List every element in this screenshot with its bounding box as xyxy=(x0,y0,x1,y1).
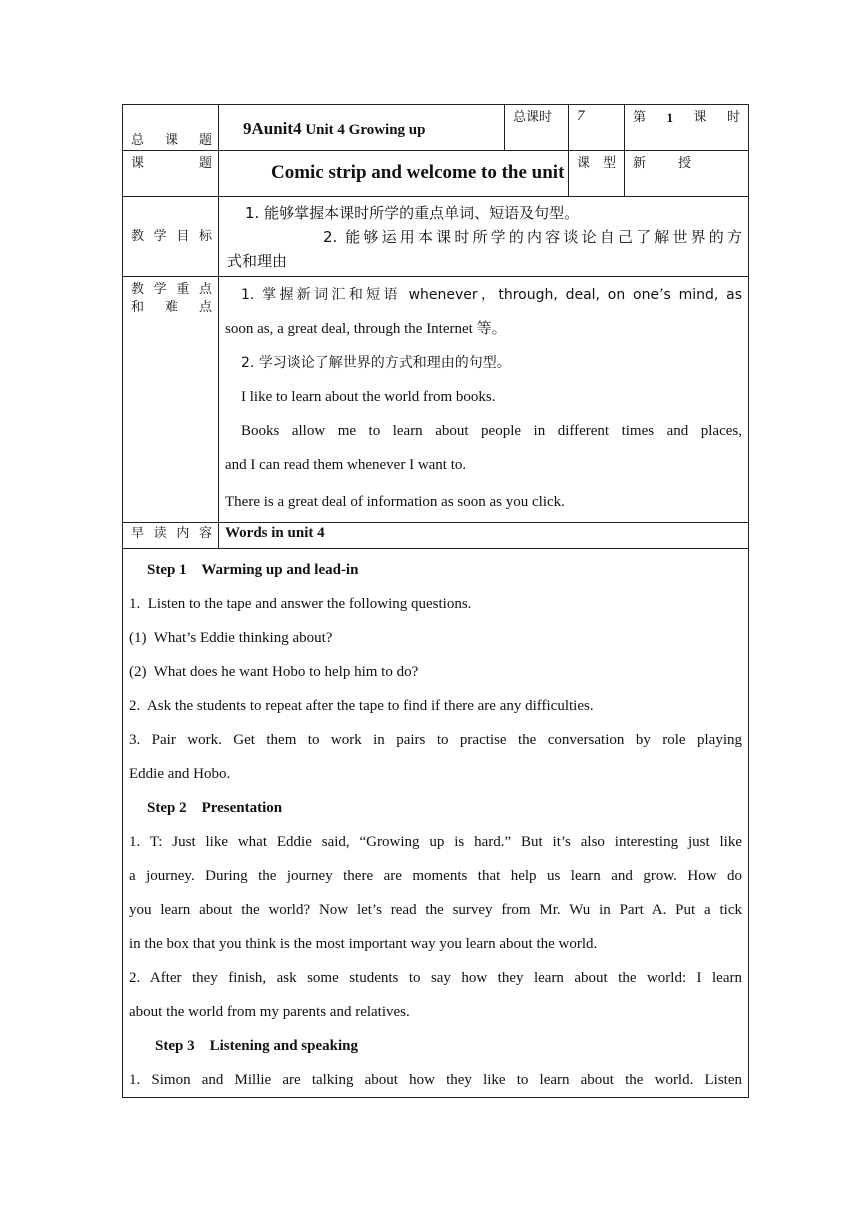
step-1-item-2: 2. Ask the students to repeat after the tape to find if there are any difficulties. xyxy=(129,698,594,714)
step-2-heading: Step 2 Presentation xyxy=(147,800,283,816)
step-1-heading: Step 1 Warming up and lead-in xyxy=(147,562,359,578)
step-3-heading: Step 3 Listening and speaking xyxy=(155,1038,358,1054)
step-2-item-2a: 2. After they finish, ask some students to say how they learn about the world: I learn xyxy=(129,970,742,986)
topic-label: 课 题 xyxy=(131,156,212,171)
total-periods-label: 总课时 xyxy=(513,110,553,125)
key-point-1a: 1. 掌握新词汇和短语 whenever，through, deal, on one’s mind, as xyxy=(241,287,742,303)
total-periods-value: 7 xyxy=(577,108,585,124)
step-1-item-3b: Eddie and Hobo. xyxy=(129,766,231,782)
total-periods-label-cell xyxy=(505,105,569,151)
lesson-plan-table xyxy=(122,104,749,1098)
type-value-cell xyxy=(625,151,749,197)
key-points-cell xyxy=(219,277,749,523)
key-points-label-1: 教 学 重 点 xyxy=(131,282,212,297)
key-sentence-2b: and I can read them whenever I want to. xyxy=(225,457,467,473)
course-label: 总 课 题 xyxy=(131,133,212,148)
procedure-cell xyxy=(123,549,749,1098)
key-point-2: 2. 学习谈论了解世界的方式和理由的句型。 xyxy=(241,355,511,371)
type-label-cell xyxy=(569,151,625,197)
step-2-item-1b: a journey. During the journey there are moments that help us learn and grow. How do xyxy=(129,868,742,884)
key-point-1b: soon as, a great deal, through the Internet 等。 xyxy=(225,321,507,337)
pre-reading-label: 早 读 内 容 xyxy=(131,526,212,541)
key-sentence-1: I like to learn about the world from books. xyxy=(241,389,496,405)
objectives-label-cell xyxy=(123,197,219,277)
objective-item-2b: 式和理由 xyxy=(227,252,288,270)
total-periods-value-cell xyxy=(569,105,625,151)
step-1-item-3a: 3. Pair work. Get them to work in pairs to practise the conversation by role playing xyxy=(129,732,742,748)
course-title: 9Aunit4 Unit 4 Growing up xyxy=(243,119,426,138)
course-label-cell xyxy=(123,105,219,151)
step-3-item-1a: 1. Simon and Millie are talking about how they like to learn about the world. Listen xyxy=(129,1072,742,1088)
topic-label-cell xyxy=(123,151,219,197)
step-1-item-1: 1. Listen to the tape and answer the following questions. xyxy=(129,596,472,612)
objectives-label: 教 学 目 标 xyxy=(131,228,212,244)
key-sentence-2a: Books allow me to learn about people in different times and places, xyxy=(241,423,742,439)
objective-item-2a: 2. 能够运用本课时所学的内容谈论自己了解世界的方 xyxy=(323,228,742,246)
key-points-label-2: 和 难 点 xyxy=(131,300,212,315)
key-points-label-cell xyxy=(123,277,219,523)
type-label: 课型 xyxy=(577,156,616,171)
key-sentence-3: There is a great deal of information as soon as you click. xyxy=(225,494,565,510)
objective-item-1: 1. 能够掌握本课时所学的重点单词、短语及句型。 xyxy=(245,204,580,222)
objectives-cell xyxy=(219,197,749,277)
type-value: 新 授 xyxy=(633,156,691,171)
step-1-question-2: (2) What does he want Hobo to help him to do? xyxy=(129,664,419,680)
period-number-cell xyxy=(625,105,749,151)
pre-reading-value: Words in unit 4 xyxy=(219,523,749,549)
pre-reading-label-cell xyxy=(123,523,219,549)
topic-title-cell xyxy=(219,151,569,197)
step-2-item-1a: 1. T: Just like what Eddie said, “Growing up is hard.” But it’s also interesting just like xyxy=(129,834,742,850)
step-2-item-2b: about the world from my parents and relatives. xyxy=(129,1004,410,1020)
step-2-item-1c: you learn about the world? Now let’s read the survey from Mr. Wu in Part A. Put a tick xyxy=(129,902,742,918)
topic-title: Comic strip and welcome to the unit xyxy=(271,162,565,183)
step-2-item-1d: in the box that you think is the most important way you learn about the world. xyxy=(129,936,598,952)
period-number: 第 1 课 时 xyxy=(633,110,740,125)
course-title-cell xyxy=(219,105,505,151)
step-1-question-1: (1) What’s Eddie thinking about? xyxy=(129,630,333,646)
